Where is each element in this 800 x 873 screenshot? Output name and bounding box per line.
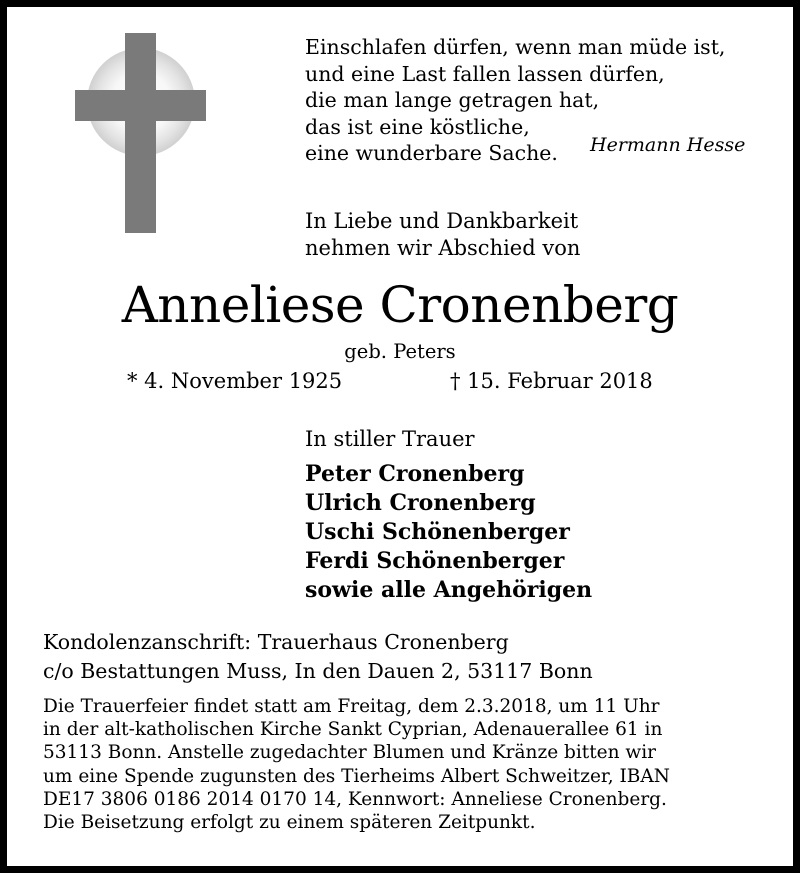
poem-line: Einschlafen dürfen, wenn man müde ist, bbox=[305, 35, 726, 59]
notice-line: in der alt-katholischen Kirche Sankt Cyprian, Adenauerallee 61 in bbox=[43, 719, 663, 741]
mourner-name: Uschi Schönenberger bbox=[305, 519, 570, 545]
poem-line: das ist eine köstliche, bbox=[305, 114, 530, 139]
birth-name: geb. Peters bbox=[344, 340, 456, 363]
notice-line: Die Trauerfeier findet statt am Freitag, dem 2.3.2018, um 11 Uhr bbox=[43, 696, 660, 717]
poem-line: eine wunderbare Sache. bbox=[305, 141, 558, 165]
mourner-name: Ulrich Cronenberg bbox=[305, 490, 536, 516]
condolence-address bbox=[43, 628, 593, 685]
intro-text bbox=[305, 208, 580, 262]
notice-line: 53113 Bonn. Anstelle zugedachter Blumen und Kränze bitten wir bbox=[43, 742, 656, 764]
intro-line: nehmen wir Abschied von bbox=[305, 236, 581, 260]
condolence-line: Kondolenzanschrift: Trauerhaus Cronenberg bbox=[43, 630, 509, 654]
mourner-name: sowie alle Angehörigen bbox=[305, 577, 593, 603]
notice-line: DE17 3806 0186 2014 0170 14, Kennwort: Anneliese Cronenberg. bbox=[43, 788, 667, 810]
mourners-list bbox=[305, 460, 592, 605]
intro-line: In Liebe und Dankbarkeit bbox=[305, 209, 579, 233]
death-date: † 15. Februar 2018 bbox=[450, 369, 653, 393]
mourner-name: Peter Cronenberg bbox=[305, 461, 525, 487]
mourning-heading: In stiller Trauer bbox=[305, 427, 475, 451]
birth-date: * 4. November 1925 bbox=[127, 369, 343, 393]
poem-author: Hermann Hesse bbox=[590, 134, 746, 156]
mourner-name: Ferdi Schönenberger bbox=[305, 548, 565, 574]
funeral-notice bbox=[43, 695, 757, 834]
poem-line: die man lange getragen hat, bbox=[305, 88, 600, 112]
cross-icon bbox=[68, 30, 213, 235]
condolence-line: c/o Bestattungen Muss, In den Dauen 2, 53117 Bonn bbox=[43, 658, 593, 683]
notice-line: um eine Spende zugunsten des Tierheims Albert Schweitzer, IBAN bbox=[43, 765, 670, 787]
notice-line: Die Beisetzung erfolgt zu einem späteren Zeitpunkt. bbox=[43, 812, 536, 834]
deceased-name: Anneliese Cronenberg bbox=[121, 276, 679, 334]
poem-line: und eine Last fallen lassen dürfen, bbox=[305, 61, 665, 86]
